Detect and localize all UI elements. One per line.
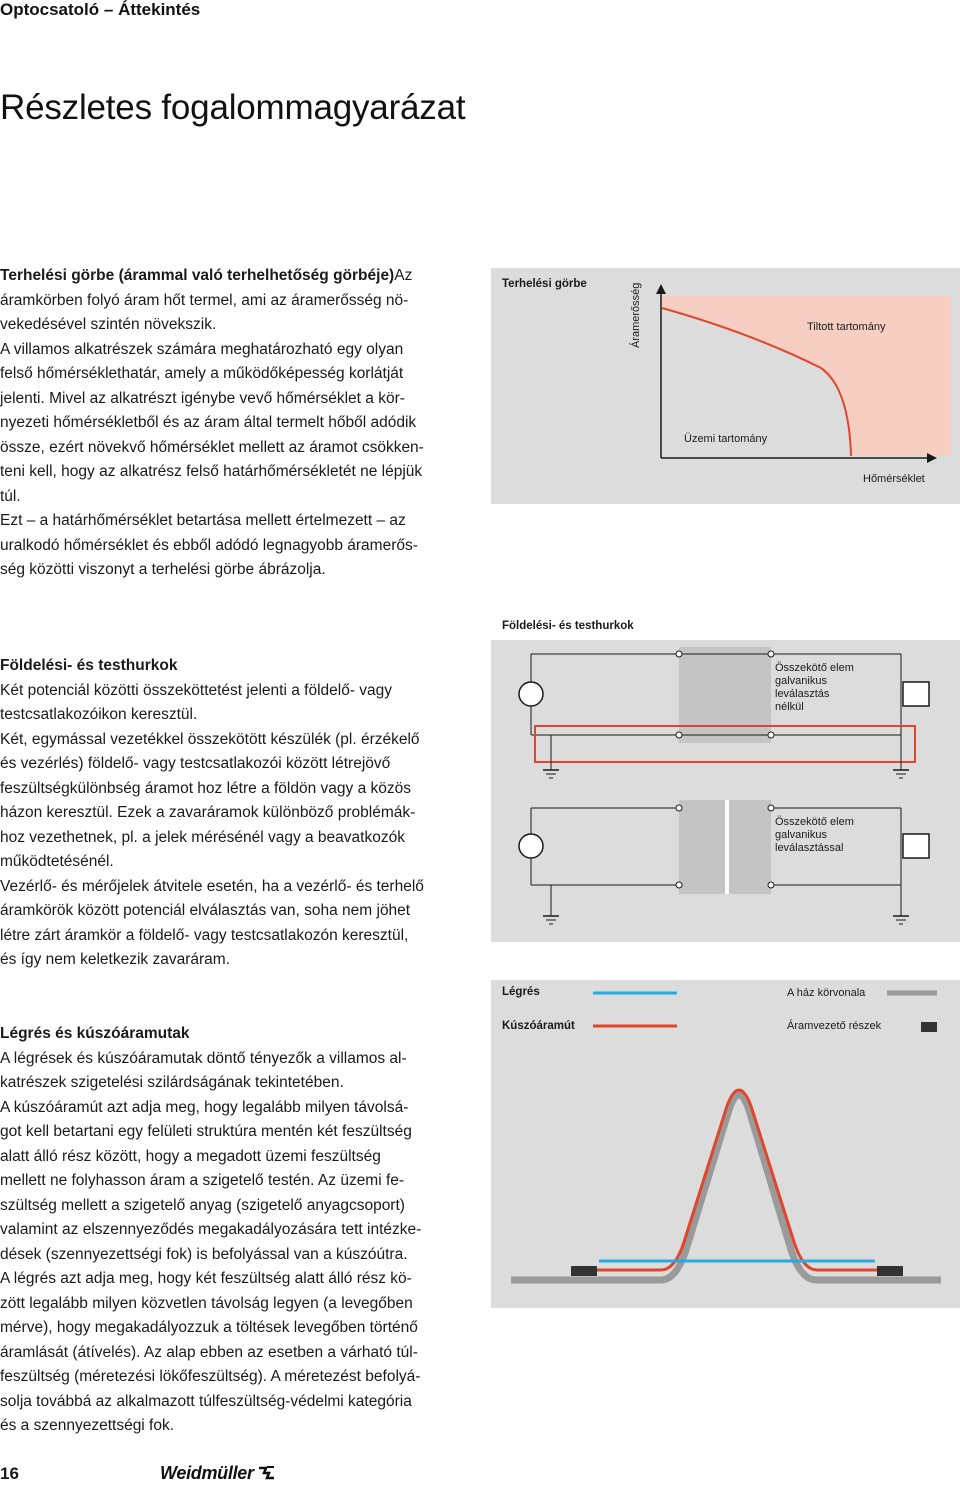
forbidden-area bbox=[662, 296, 951, 456]
load-curve-first-tail: Az bbox=[394, 267, 413, 284]
text-line: zött legalább milyen közvetlen távolság legyen (a levegőben bbox=[0, 1294, 413, 1312]
ground-symbol-bottom-left bbox=[543, 916, 559, 924]
sensor-icon-bottom bbox=[519, 834, 543, 858]
legend-live-swatch bbox=[921, 1022, 937, 1032]
load-curve-paragraph bbox=[0, 289, 470, 583]
text-line: got kell betartani egy felületi struktúra mentén két feszültség bbox=[0, 1123, 412, 1140]
text-line: teni kell, hogy az alkatrész felső határhőmérsékletét ne lépjük bbox=[0, 463, 423, 480]
ground-loops-diagram bbox=[491, 640, 960, 942]
ground-loops-paragraph bbox=[0, 679, 470, 973]
text-line: áramkörben folyó áram hőt termel, ami az áramerősség nö- bbox=[0, 291, 409, 309]
text-line: jelenti. Mivel az alkatrészt igénybe vevő hőmérséklet a kör- bbox=[0, 389, 405, 407]
load-curve-chart bbox=[491, 268, 960, 504]
ground-loops-text bbox=[0, 654, 470, 973]
ground-loops-label: Földelési- és testhurkok bbox=[502, 620, 634, 632]
load-curve-panel bbox=[491, 268, 960, 504]
text-line: Két, egymással vezetékkel összekötött készülék (pl. érzékelő bbox=[0, 730, 420, 748]
page-title: Részletes fogalommagyarázat bbox=[0, 88, 466, 127]
ground-symbol-top-right bbox=[893, 770, 909, 778]
creepage-text bbox=[0, 1022, 470, 1439]
ground-loops-panel bbox=[491, 640, 960, 942]
coupling-element-with-left bbox=[679, 800, 725, 894]
section-header: Optocsatoló – Áttekintés bbox=[0, 0, 201, 19]
text-line: A légrések és kúszóáramutak döntő tényezők a villamos al- bbox=[0, 1049, 407, 1067]
load-curve-heading: Terhelési görbe (árammal való terhelhetőség görbéje) bbox=[0, 267, 395, 284]
ground-symbol-top-left bbox=[543, 770, 559, 778]
text-line: össze, ezért növekvő hőmérséklet mellett az áramot csökken- bbox=[0, 438, 424, 456]
without-isolation-label: Összekötő elem galvanikus leválasztás nélkül bbox=[775, 662, 854, 713]
text-line: solja továbbá az alkalmazott túlfeszültség-védelmi kategória bbox=[0, 1392, 412, 1410]
sensor-icon bbox=[519, 682, 543, 706]
text-line: katrészek szigetelési szilárdságának tekintetében. bbox=[0, 1074, 344, 1091]
controller-icon bbox=[903, 682, 929, 706]
ground-loops-heading: Földelési- és testhurkok bbox=[0, 657, 178, 674]
legend-live-parts: Áramvezető részek bbox=[787, 1020, 882, 1032]
forbidden-label: Tiltott tartomány bbox=[807, 321, 886, 333]
text-line: létre zárt áramkör a földelő- vagy testcsatlakozón keresztül, bbox=[0, 926, 409, 944]
text-line: alatt álló rész között, hogy a megadott üzemi feszültség bbox=[0, 1147, 381, 1165]
legend-creepage: Kúszóáramút bbox=[502, 1020, 575, 1032]
y-axis-label: Áramerősség bbox=[630, 282, 642, 348]
housing-outline bbox=[511, 1095, 941, 1280]
creepage-paragraph bbox=[0, 1047, 470, 1439]
text-line: házon keresztül. Ezek a zavaráramok különböző problémák- bbox=[0, 804, 416, 821]
text-line: valamint az elszennyeződés megakadályozására tett intézke- bbox=[0, 1221, 422, 1238]
text-line: és így nem keletkezik zavaráram. bbox=[0, 951, 231, 968]
text-line: feszültségkülönbség áramot hoz létre a földön vagy a közös bbox=[0, 779, 411, 797]
text-line: és a szennyezettségi fok. bbox=[0, 1417, 175, 1434]
with-isolation-label: Összekötő elem galvanikus leválasztással bbox=[775, 816, 854, 854]
operating-label: Üzemi tartomány bbox=[684, 433, 768, 445]
text-line: áramkörök között potenciál elválasztás van, soha nem jöhet bbox=[0, 902, 411, 919]
text-line: A légrés azt adja meg, hogy két feszültség alatt álló rész kö- bbox=[0, 1270, 412, 1287]
text-line: testcsatlakozóikon keresztül. bbox=[0, 706, 198, 723]
text-line: feszültség (méretezési lökőfeszültség). A méretezést befolyá- bbox=[0, 1368, 421, 1385]
ground-symbol-bottom-right bbox=[893, 916, 909, 924]
text-line: felső hőmérséklethatár, amely a működőképesség korlátját bbox=[0, 365, 404, 382]
text-line: áramlását (átívelés). Az alap ebben az esetben a várható túl- bbox=[0, 1343, 418, 1361]
text-line: mérve), hogy megakadályozzuk a töltések levegőben történő bbox=[0, 1319, 418, 1336]
coupling-element-with-right bbox=[729, 800, 771, 894]
text-line: ség közötti viszonyt a terhelési görbe ábrázolja. bbox=[0, 561, 326, 578]
controller-icon-bottom bbox=[903, 834, 929, 858]
page-number: 16 bbox=[0, 1464, 19, 1483]
text-line: nyezeti hőmérsékletből és az áram által termelt hőből adódik bbox=[0, 414, 417, 431]
creepage-panel bbox=[491, 980, 960, 1308]
creepage-path bbox=[585, 1090, 883, 1270]
brand-mark-icon bbox=[258, 1465, 276, 1481]
load-curve-text bbox=[0, 264, 470, 583]
legend-air-gap: Légrés bbox=[502, 986, 540, 998]
text-line: A villamos alkatrészek számára meghatározható egy olyan bbox=[0, 340, 404, 358]
x-axis-label: Hőmérséklet bbox=[863, 473, 925, 485]
text-line: vekedésével szintén növekszik. bbox=[0, 316, 217, 333]
live-part-right bbox=[877, 1266, 903, 1276]
text-line: működtetésénél. bbox=[0, 853, 114, 870]
y-axis-arrow bbox=[656, 284, 666, 294]
text-line: A kúszóáramút azt adja meg, hogy legalább milyen távolsá- bbox=[0, 1098, 409, 1116]
coupling-element-without bbox=[679, 647, 771, 743]
text-line: mellett ne folyhasson áram a szigetelő testén. Az üzemi fe- bbox=[0, 1172, 405, 1189]
creepage-diagram bbox=[491, 980, 960, 1308]
text-line: Vezérlő- és mérőjelek átvitele esetén, ha a vezérlő- és terhelő bbox=[0, 877, 424, 895]
text-line: és vezérlés) földelő- vagy testcsatlakozói között létrejövő bbox=[0, 755, 391, 772]
text-line: szültség mellett a szigetelő anyag (szigetelő anyagcsoport) bbox=[0, 1196, 405, 1214]
text-line: uralkodó hőmérséklet és ebből adódó legnagyobb áramerős- bbox=[0, 536, 418, 554]
text-line: túl. bbox=[0, 487, 21, 505]
live-part-left bbox=[571, 1266, 597, 1276]
text-line: Ezt – a határhőmérséklet betartása mellett értelmezett – az bbox=[0, 512, 406, 529]
text-line: dések (szennyezettségi fok) is befolyással van a kúszóútra. bbox=[0, 1245, 408, 1263]
text-line: Két potenciál közötti összeköttetést jelenti a földelő- vagy bbox=[0, 681, 393, 699]
creepage-heading: Légrés és kúszóáramutak bbox=[0, 1025, 190, 1042]
load-curve-label: Terhelési görbe bbox=[502, 278, 587, 290]
brand-logo: Weidmüller bbox=[160, 1463, 276, 1484]
legend-housing: A ház körvonala bbox=[787, 987, 866, 999]
text-line: hoz vezethetnek, pl. a jelek mérésénél vagy a beavatkozók bbox=[0, 828, 405, 846]
